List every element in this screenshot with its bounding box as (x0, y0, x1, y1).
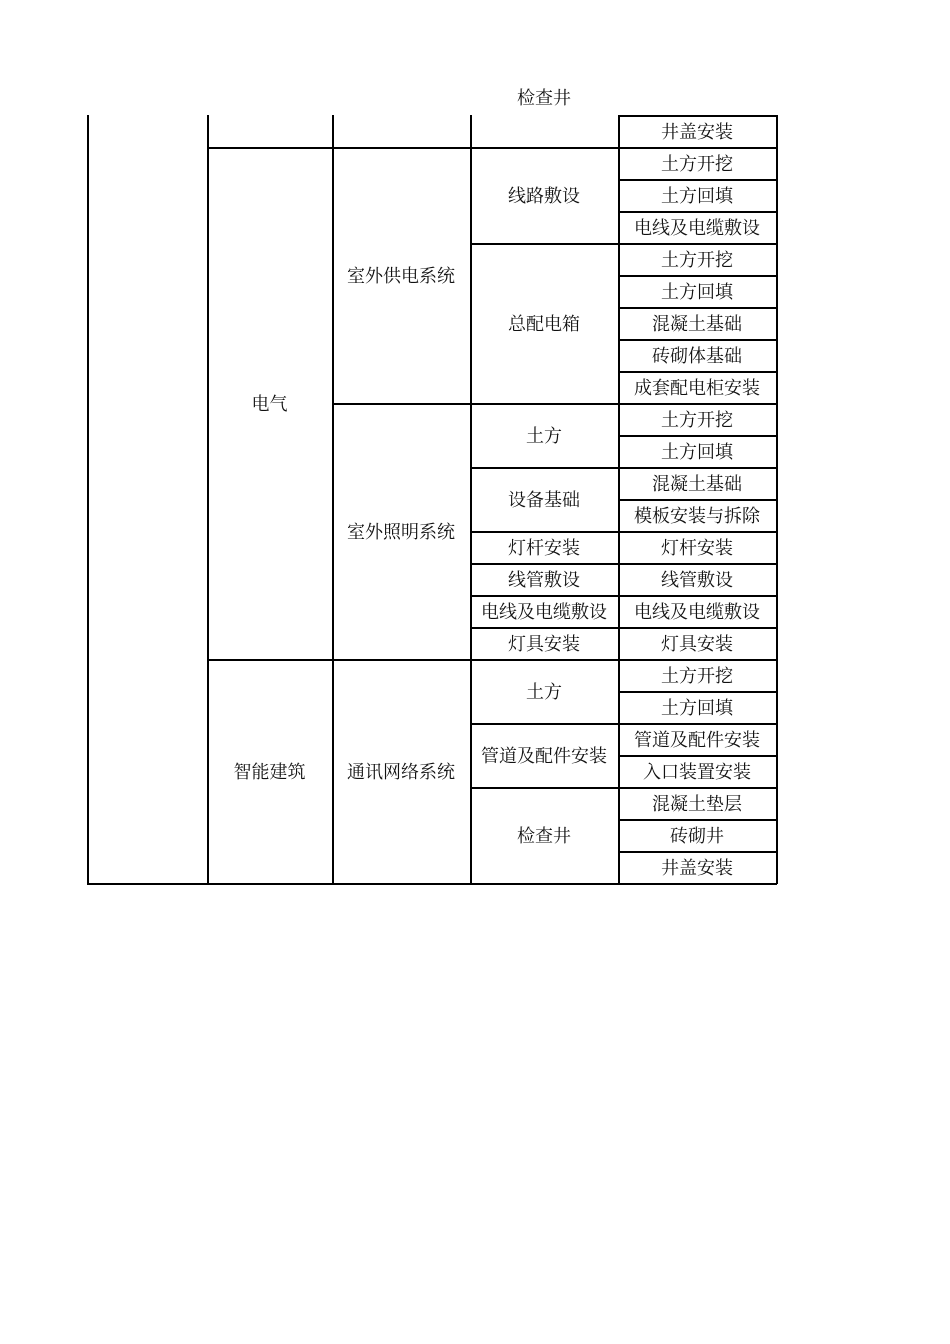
table-cell-item: 井盖安装 (661, 858, 733, 879)
table-cell-item: 混凝土垫层 (652, 794, 742, 815)
col-rule (332, 115, 334, 884)
table-cell-group: 土方 (526, 682, 562, 703)
table-cell-group: 土方 (526, 426, 562, 447)
col-rule (470, 115, 472, 884)
table-cell-group: 检查井 (517, 826, 571, 847)
table-cell-subsystem: 通讯网络系统 (347, 762, 455, 783)
table-cell-item: 入口装置安装 (643, 762, 751, 783)
table-cell-group: 设备基础 (508, 490, 580, 511)
table-cell-item: 井盖安装 (661, 122, 733, 143)
table-cell-item: 混凝土基础 (652, 474, 742, 495)
table-cell-item: 灯杆安装 (661, 538, 733, 559)
table-cell-item: 砖砌体基础 (652, 346, 742, 367)
table-cell-section: 智能建筑 (233, 762, 306, 783)
table-cell-subsystem: 室外供电系统 (347, 266, 455, 287)
col-rule (87, 115, 89, 884)
table-cell-group: 线管敷设 (508, 570, 580, 591)
table-cell-item: 电线及电缆敷设 (634, 218, 760, 239)
table-cell-item: 模板安装与拆除 (634, 506, 760, 527)
col-rule (207, 115, 209, 884)
table-cell-item: 土方开挖 (661, 666, 733, 687)
table-cell-subsystem: 室外照明系统 (347, 522, 455, 543)
col-rule (618, 115, 620, 884)
table-cell-group: 管道及配件安装 (481, 746, 607, 767)
table-cell-group: 线路敷设 (508, 186, 580, 207)
table-cell-item: 砖砌井 (670, 826, 724, 847)
table-cell-group: 总配电箱 (508, 314, 580, 335)
table-cell-item: 土方开挖 (661, 250, 733, 271)
table-cell-item: 灯具安装 (661, 634, 733, 655)
col-rule (776, 115, 778, 884)
table-cell-item: 土方开挖 (661, 154, 733, 175)
table-cell-section: 电气 (251, 394, 288, 415)
table-cell-item: 混凝土基础 (652, 314, 742, 335)
table-cell-group: 电线及电缆敷设 (481, 602, 607, 623)
table-cell-item: 线管敷设 (661, 570, 733, 591)
table-cell-item: 成套配电柜安装 (634, 378, 760, 399)
table-cell-item: 管道及配件安装 (634, 730, 760, 751)
carryover-group-label: 检查井 (517, 88, 571, 109)
table-cell-item: 土方开挖 (661, 410, 733, 431)
table-cell-item: 电线及电缆敷设 (634, 602, 760, 623)
table-cell-group: 灯具安装 (508, 634, 580, 655)
table-cell-item: 土方回填 (661, 186, 733, 207)
table-cell-item: 土方回填 (661, 698, 733, 719)
table-bottom-rule (87, 883, 777, 885)
table-cell-item: 土方回填 (661, 442, 733, 463)
table-cell-item: 土方回填 (661, 282, 733, 303)
table-cell-group: 灯杆安装 (508, 538, 580, 559)
